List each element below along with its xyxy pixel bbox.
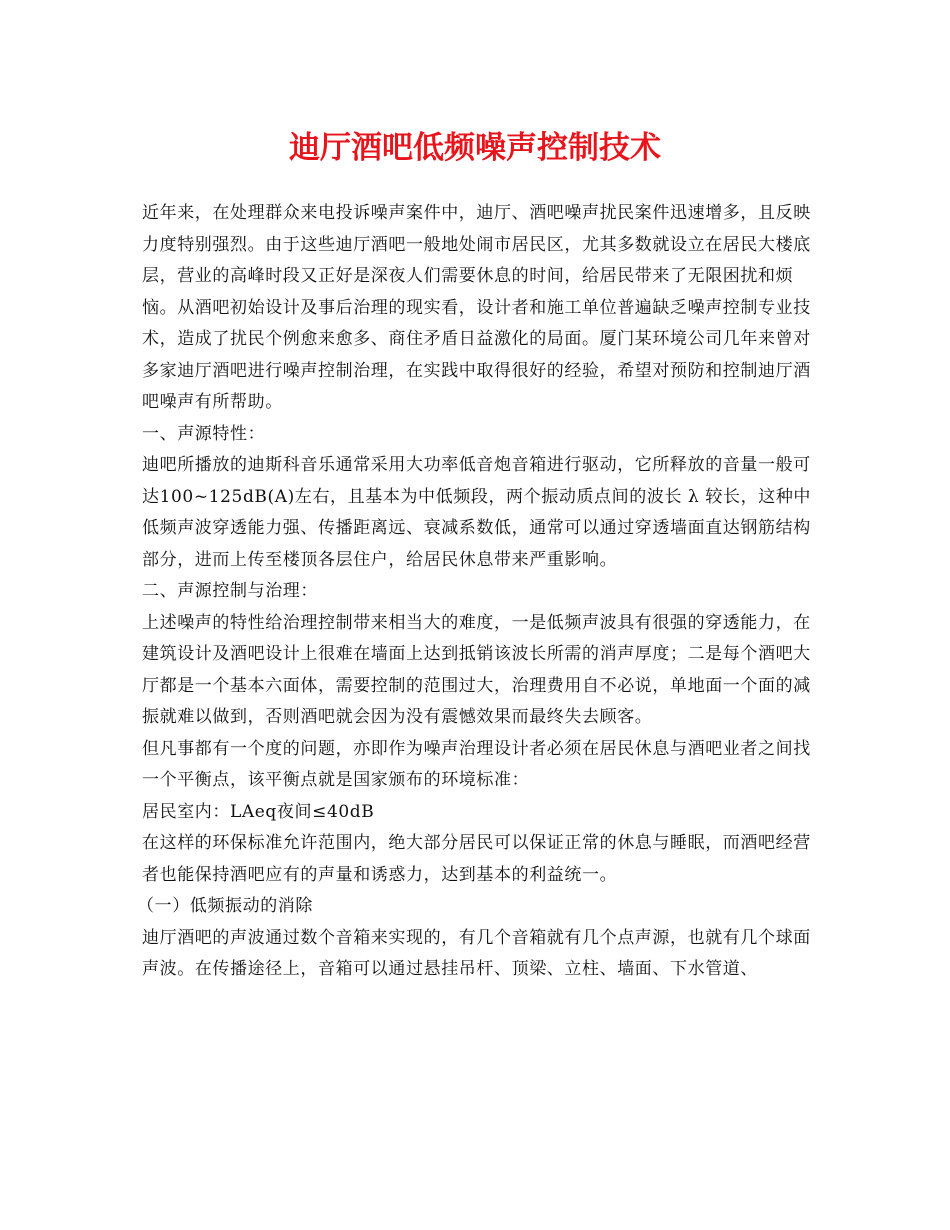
paragraph-source-characteristics: 迪吧所播放的迪斯科音乐通常采用大功率低音炮音箱进行驱动，它所释放的音量一般可达100~125dB(A)左右，且基本为中低频段，两个振动质点间的波长 λ 较长，这种中低频声波穿透能力强、传播距离远、衰减系数低，通常可以通过穿透墙面直达钢筋结构部分，进而上传至楼顶各层住户，给居民休息带来严重影响。 <box>142 455 812 570</box>
subsection-heading-low-frequency-vibration: （一）低频振动的消除 <box>137 896 313 916</box>
paragraph-standard-benefit: 在这样的环保标准允许范围内，绝大部分居民可以保证正常的休息与睡眠，而酒吧经营者也能保持酒吧应有的声量和诱惑力，达到基本的利益统一。 <box>142 833 811 885</box>
paragraph-standard-value: 居民室内：LAeq夜间≤40dB <box>142 801 375 822</box>
paragraph-sound-wave-propagation: 迪厅酒吧的声波通过数个音箱来实现的，有几个音箱就有几个点声源，也就有几个球面声波。在传播途径上，音箱可以通过悬挂吊杆、顶梁、立柱、墙面、下水管道、 <box>142 927 811 979</box>
document-title: 迪厅酒吧低频噪声控制技术 <box>289 130 661 166</box>
section-heading-source-characteristics: 一、声源特性： <box>142 423 266 444</box>
section-heading-source-control: 二、声源控制与治理： <box>142 581 318 601</box>
paragraph-intro: 近年来，在处理群众来电投诉噪声案件中，迪厅、酒吧噪声扰民案件迅速增多，且反映力度特别强烈。由于这些迪厅酒吧一般地处闹市居民区，尤其多数就设立在居民大楼底层，营业的高峰时段又正好是深夜人们需要休息的时间，给居民带来了无限困扰和烦恼。从酒吧初始设计及事后治理的现实看，设计者和施工单位普遍缺乏噪声控制专业技术，造成了扰民个例愈来愈多、商住矛盾日益激化的局面。厦门某环境公司几年来曾对多家迪厅酒吧进行噪声控制治理，在实践中取得很好的经验，希望对预防和控制迪厅酒吧噪声有所帮助。 <box>142 203 811 412</box>
document-body <box>137 198 818 986</box>
paragraph-control-difficulty: 上述噪声的特性给治理控制带来相当大的难度，一是低频声波具有很强的穿透能力，在建筑设计及酒吧设计上很难在墙面上达到抵销该波长所需的消声厚度；二是每个酒吧大厅都是一个基本六面体，需要控制的范围过大，治理费用自不必说，单地面一个面的减振就难以做到，否则酒吧就会因为没有震憾效果而最终失去顾客。 <box>142 612 811 727</box>
paragraph-balance-point: 但凡事都有一个度的问题，亦即作为噪声治理设计者必须在居民休息与酒吧业者之间找一个平衡点，该平衡点就是国家颁布的环境标准： <box>142 738 811 790</box>
